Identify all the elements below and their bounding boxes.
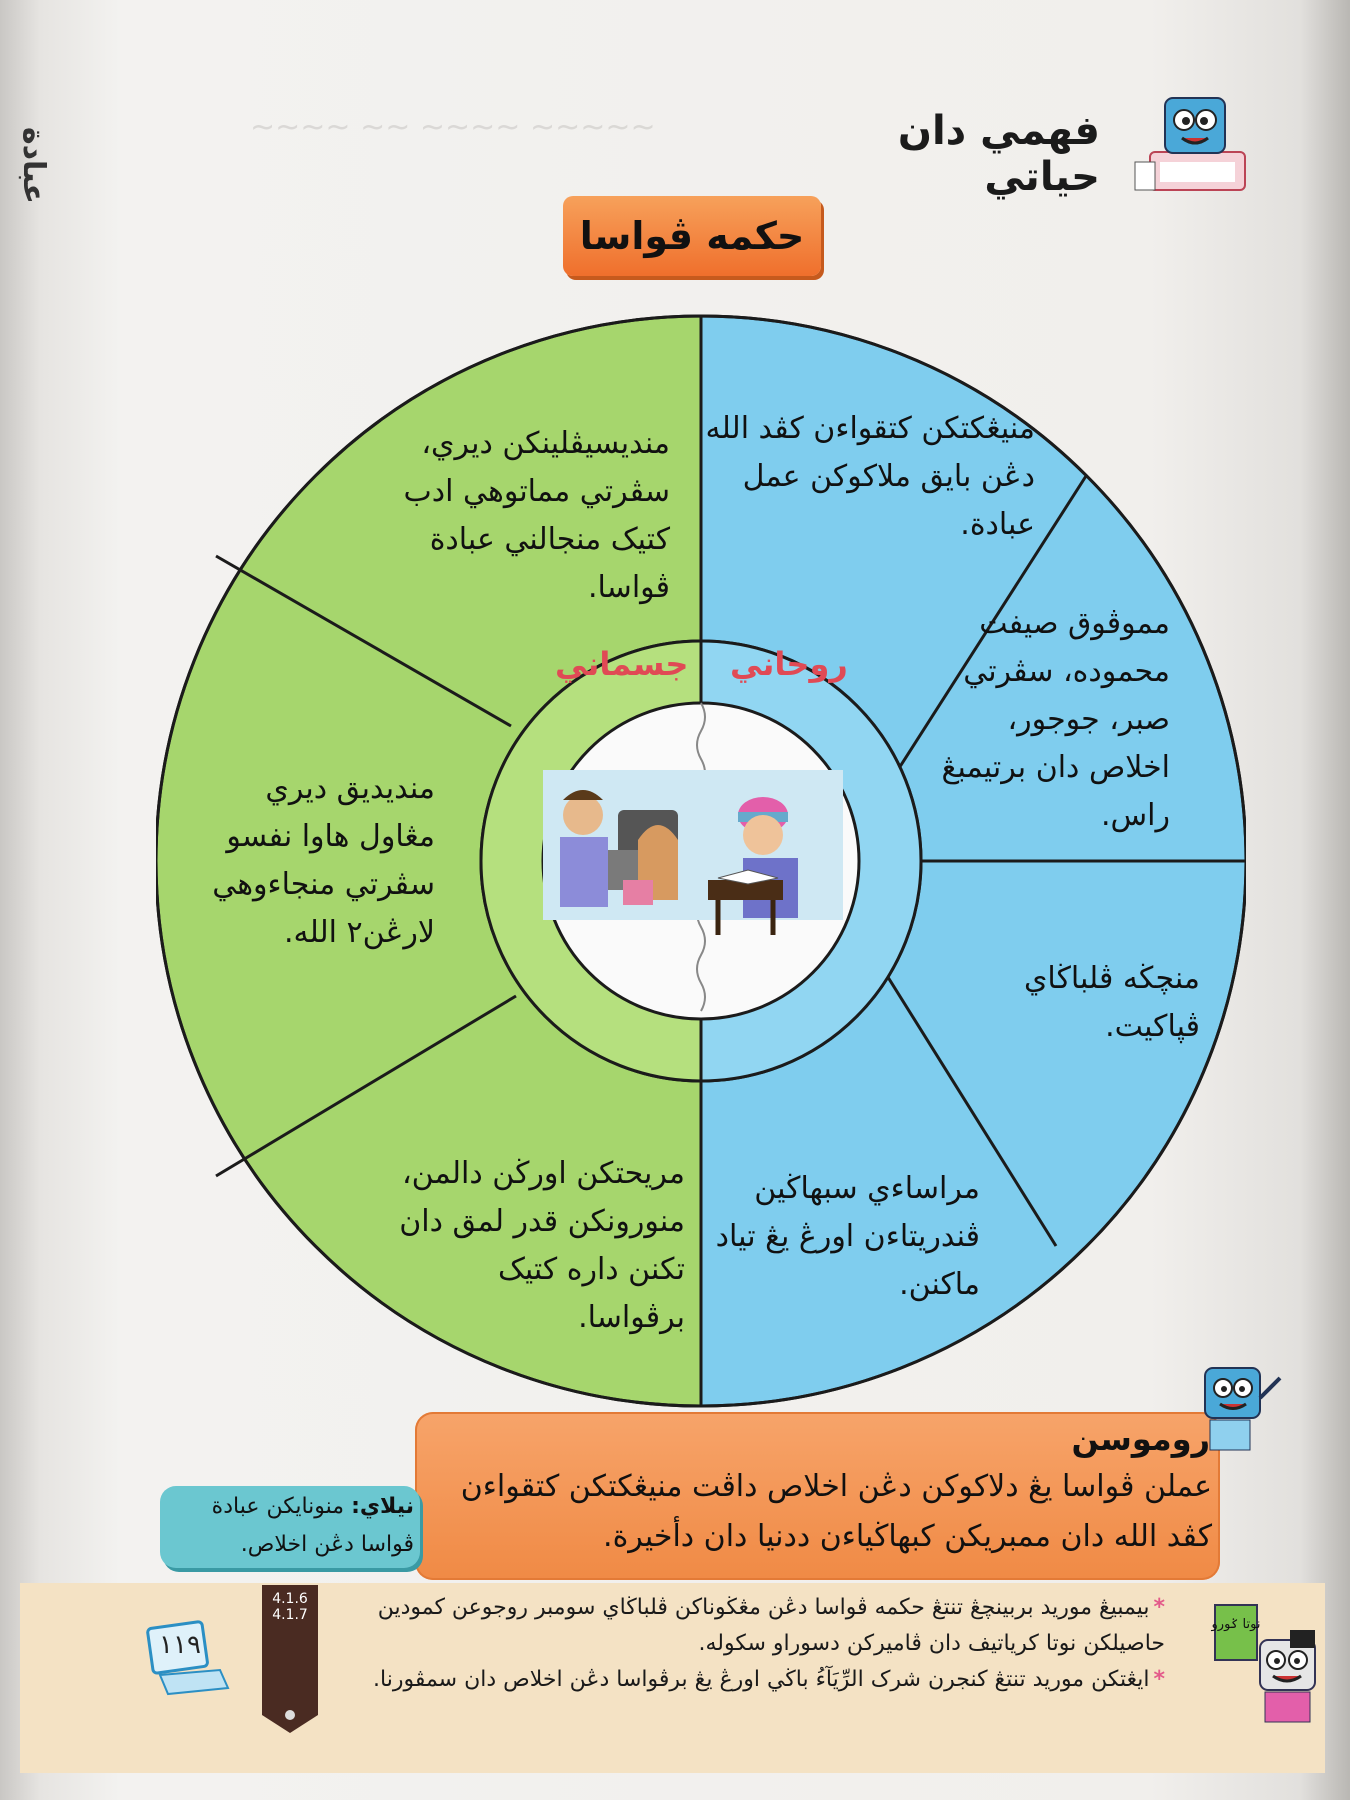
topic-banner-title: حكمه ڤواسا <box>579 214 805 258</box>
value-text <box>168 1488 414 1564</box>
background-faded-text: ~~~~~ ~~~~ ~~ ~~~~ <box>250 110 656 145</box>
teacher-notes <box>335 1590 1165 1698</box>
tag-code-1: 4.1.6 <box>272 1591 308 1607</box>
teacher-note-item: *ايڠتكن موريد تنتڠ كنجرن شرک الرِّيَآءُ باڬي اورڠ يڠ برڤواسا دڠن اخلاص دان سمڤورنا. <box>373 1667 1165 1692</box>
segment-right-3: منچڬه ڤلباڬاي ڤپاكيت. <box>1023 961 1200 1044</box>
section-heading: فهمي دان حياتي <box>897 108 1100 200</box>
inner-label-spiritual: روحاني <box>730 645 848 683</box>
inner-label-physical: جسماني <box>555 645 689 683</box>
teacher-notes-mascot-icon <box>1210 1600 1325 1750</box>
topic-banner <box>563 196 821 276</box>
center-illustration <box>538 700 858 1030</box>
tag-code-2: 4.1.7 <box>272 1607 308 1623</box>
computer-mascot-icon <box>1130 90 1260 200</box>
chapter-side-label <box>14 110 54 220</box>
value-description: منونايكن عبادة ڤواسا دڠن اخلاص. <box>211 1494 414 1557</box>
notes-badge-label: نوتا ݢورو <box>1211 1617 1261 1632</box>
teacher-note-item: *بيمبيڠ موريد بربينچڠ تنتڠ حكمه ڤواسا دڠن مڠڬوناكن ڤلباڬاي سومبر روجوعن كمودين حاصيلكن نوتا كرياتيف دان ڤاميركن دسوراو سكوله. <box>377 1595 1165 1656</box>
value-label: نيلاي: <box>351 1494 414 1519</box>
bookmark-tag-icon <box>260 1585 320 1735</box>
segment-right-1: منيڠكتكن كتقواءن كڤد الله دڠن بايق ملاكوكن عمل عبادة. <box>705 411 1035 542</box>
chapter-side-label-text: عبادة <box>16 126 52 204</box>
segment-right-4: مراساءي سبهاڬين ڤندريتاءن اورڠ يڠ تياد ماكنن. <box>715 1171 980 1302</box>
page-number: ١١٩ <box>159 1630 201 1660</box>
asterisk-icon: * <box>1153 1595 1165 1620</box>
summary-text: عملن ڤواسا يڠ دلاكوكن دڠن اخلاص داڤت منيڠكتكن كتقواءن كڤد الله دان ممبريكن كبهاڬياءن ددنيا دان دأخيرة. <box>460 1469 1212 1554</box>
segment-left-3: مريحتكن اورڬن دالمن، منورونكن قدر لمق دان تكنن داره كتيک برڤواسا. <box>399 1156 685 1335</box>
summary-title: روموسن <box>1071 1420 1210 1458</box>
asterisk-icon: * <box>1153 1667 1165 1692</box>
segment-right-2: مموڤوق صيفت محموده، سڤرتي صبر، جوجور، اخلاص دان برتيمبڠ راس. <box>941 606 1170 833</box>
segment-left-2: منديديق ديري مڠاول هاوا نفسو سڤرتي منجاءوهي لارڠن٢ الله. <box>212 771 435 950</box>
segment-left-1: منديسيڤلينكن ديري، سڤرتي مماتوهي ادب كتيک منجالني عبادة ڤواسا. <box>403 426 670 605</box>
